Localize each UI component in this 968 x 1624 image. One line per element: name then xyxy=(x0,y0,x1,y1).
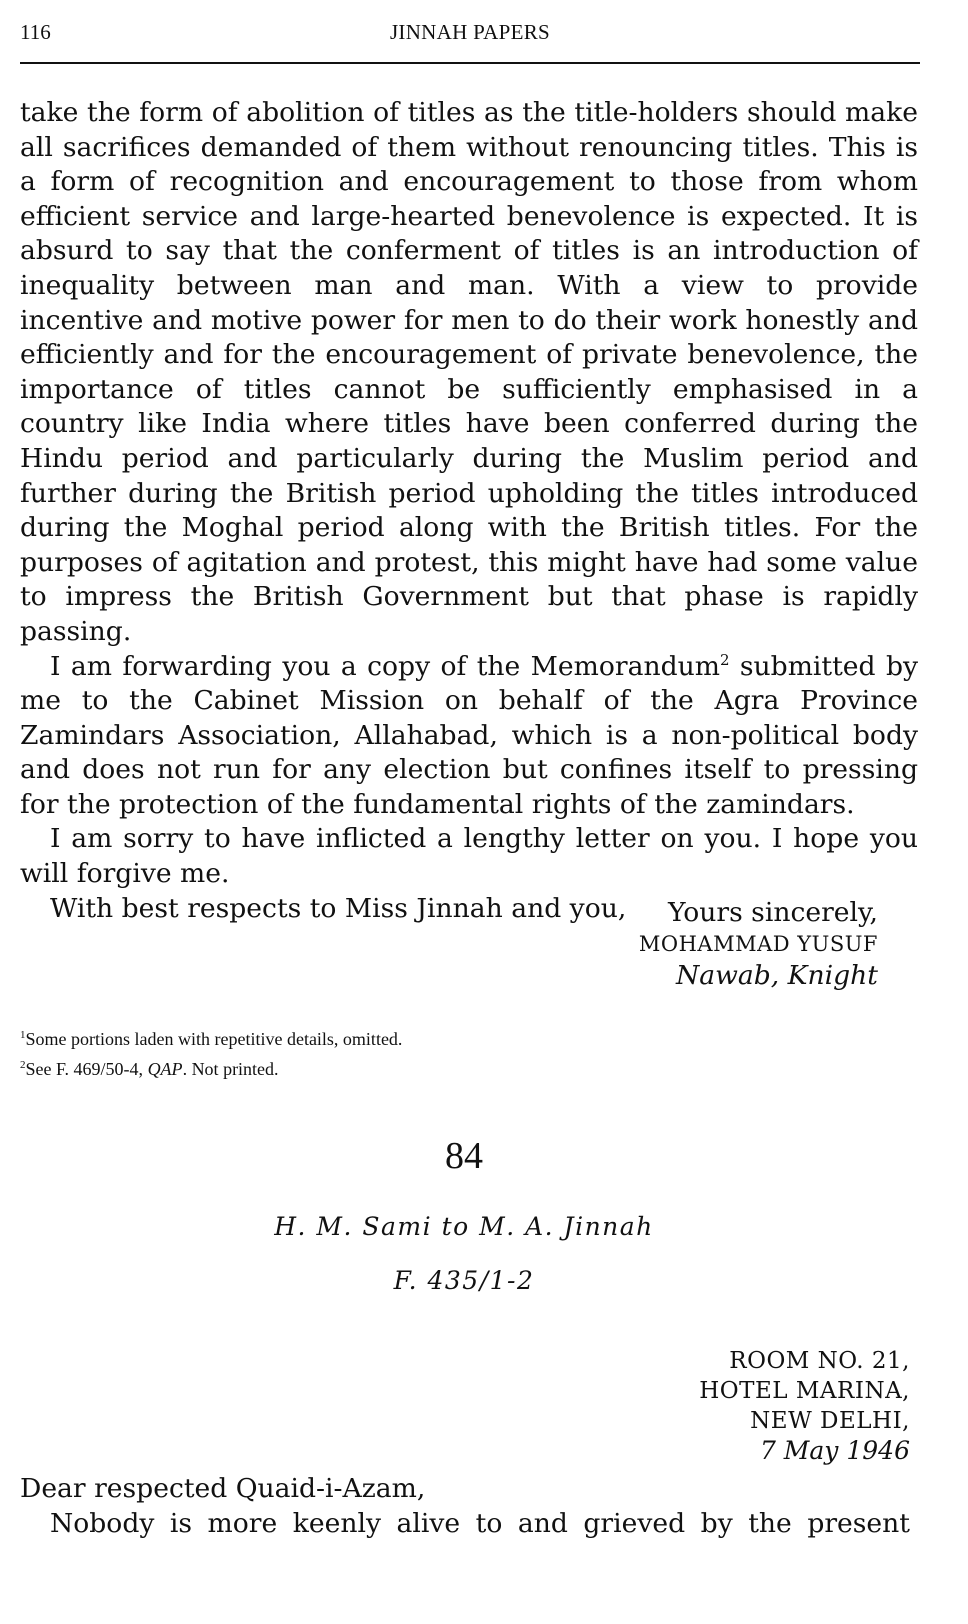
letter-paragraph: Nobody is more keenly alive to and grieved by the present xyxy=(50,1507,910,1539)
signatory-name: MOHAMMAD YUSUF xyxy=(638,932,878,956)
address-line: NEW DELHI, xyxy=(750,1408,910,1434)
footnote-text: . Not printed. xyxy=(182,1059,279,1079)
footnote xyxy=(20,1052,918,1082)
document-title: H. M. Sami to M. A. Jinnah xyxy=(274,1212,654,1241)
letter-paragraph: take the form of abolition of titles as the title-holders should make all sacrifices demanded of them without renouncing titles. This is a form of recognition and encouragement to those from whom efficient service and large-hearted benevolence is expected. It is absurd to say that the conferment of titles is an introduction of inequality between man and man. With a view to provide incentive and motive power for men to do their work honestly and efficiently and for the encouragement of private benevolence, the importance of titles cannot be sufficiently emphasised in a country like India where titles have been conferred during the Hindu period and particularly during the Muslim period and further during the British period upholding the titles introduced during the Moghal period along with the British titles. For the purposes of agitation and protest, this might have had some value to impress the British Government but that phase is rapidly passing. xyxy=(20,97,918,647)
paragraph-text: submitted by me to the Cabinet Mission on behalf of the Agra Province Zamindars Association, Allahabad, which is a non-political body and does not run for any election but confines itself to pressing for the protection of the fundamental rights of the zamindars. xyxy=(20,650,918,820)
paragraph-text: I am forwarding you a copy of the Memorandum xyxy=(50,650,720,682)
footnote-text: Some portions laden with repetitive details, omitted. xyxy=(25,1029,403,1049)
footnote-reference: 2 xyxy=(719,650,730,669)
page-number: 116 xyxy=(20,20,51,44)
footnote-mark: 2 xyxy=(20,1059,26,1071)
second-letter xyxy=(20,1472,910,1541)
running-title: JINNAH PAPERS xyxy=(389,20,551,44)
footnote-text: See F. 469/50-4, xyxy=(25,1059,148,1079)
document-number: 84 xyxy=(445,1135,483,1177)
signatory-title: Nawab, Knight xyxy=(675,960,878,991)
sender-address xyxy=(699,1346,910,1466)
address-line: HOTEL MARINA, xyxy=(699,1378,910,1404)
address-line: ROOM NO. 21, xyxy=(729,1348,910,1374)
letter-closing xyxy=(20,896,878,992)
letter-paragraph: I am sorry to have inflicted a lengthy letter on you. I hope you will forgive me. xyxy=(20,823,918,890)
salutation: Dear respected Quaid-i-Azam, xyxy=(20,1473,426,1504)
page-header xyxy=(20,18,920,64)
letter-date: 7 May 1946 xyxy=(759,1436,910,1465)
file-reference: F. 435/1-2 xyxy=(393,1266,535,1295)
footnote-mark: 1 xyxy=(20,1029,26,1041)
footnotes xyxy=(20,1022,918,1082)
footnote-italic: QAP xyxy=(147,1059,183,1079)
letter-body xyxy=(20,96,918,926)
complimentary-close: Yours sincerely, xyxy=(667,897,878,928)
footnote xyxy=(20,1022,918,1052)
letter-paragraph xyxy=(20,650,918,823)
letter-paragraph: With best respects to Miss Jinnah and you, xyxy=(50,892,627,924)
